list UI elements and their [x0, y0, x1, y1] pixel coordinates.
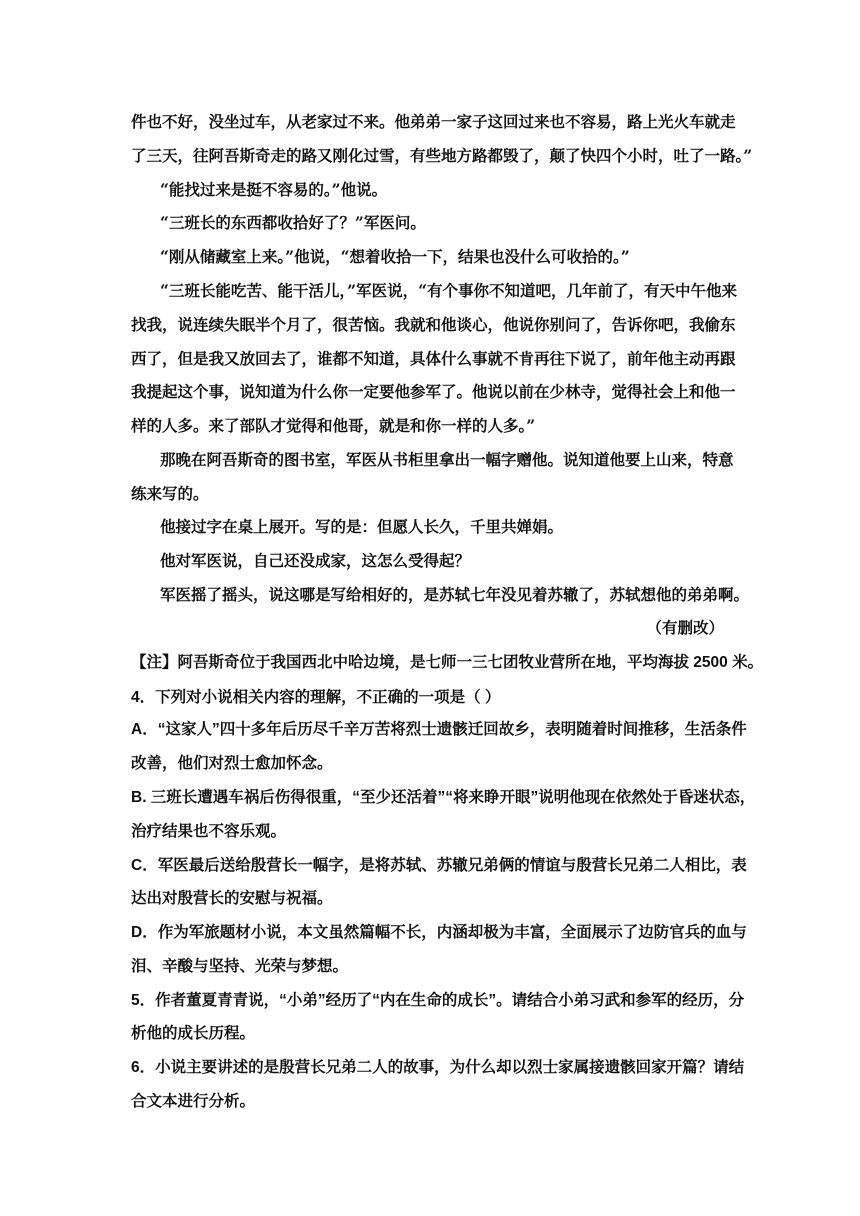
- story-line: “能找过来是挺不容易的。”他说。: [160, 180, 388, 199]
- story-line: “刚从储藏室上来。”他说，“想着收拾一下，结果也没什么可收拾的。”: [160, 247, 630, 266]
- story-line: 练来写的。: [131, 484, 209, 503]
- question-4-option-c-cont: 达出对殷营长的安慰与祝福。: [131, 890, 333, 907]
- question-6-cont: 合文本进行分析。: [131, 1093, 256, 1110]
- story-line: 那晚在阿吾斯奇的图书室，军医从书柜里拿出一幅字赠他。说知道他要上山来，特意: [160, 450, 734, 469]
- source-note: （有删改）: [646, 618, 724, 637]
- question-6: 6．小说主要讲述的是殷营长兄弟二人的故事，为什么却以烈士家属接遗骸回家开篇？请结: [131, 1059, 745, 1076]
- story-line: “三班长能吃苦、能干活儿，”军医说，“有个事你不知道吧，几年前了，有天中午他来: [160, 281, 737, 300]
- question-5-cont: 析他的成长历程。: [131, 1025, 256, 1042]
- story-line: 我提起这个事，说知道为什么你一定要他参军了。他说以前在少林寺，觉得社会上和他一: [131, 382, 736, 401]
- question-4-option-a-cont: 改善，他们对烈士愈加怀念。: [131, 755, 333, 772]
- story-line: 样的人多。来了部队才觉得和他哥，就是和你一样的人多。”: [131, 416, 536, 435]
- question-4-option-d-cont: 泪、辛酸与坚持、光荣与梦想。: [131, 958, 349, 975]
- question-4-option-a: A．“这家人”四十多年后历尽千辛万苦将烈士遗骸迁回故乡，表明随着时间推移，生活条件: [131, 721, 747, 738]
- question-4-option-b-cont: 治疗结果也不容乐观。: [131, 823, 287, 840]
- question-4-stem: 4．下列对小说相关内容的理解，不正确的一项是（ ）: [131, 689, 501, 706]
- footnote: 【注】阿吾斯奇位于我国西北中哈边境，是七师一三七团牧业营所在地，平均海拔 2500 米。: [131, 654, 764, 671]
- question-4-option-b: B. 三班长遭遇车祸后伤得很重，“至少还活着”“将来睁开眼”说明他现在依然处于昏迷状态，: [131, 789, 756, 806]
- story-line: 了三天，往阿吾斯奇走的路又刚化过雪，有些地方路都毁了，颠了快四个小时，吐了一路。”: [131, 146, 753, 165]
- story-line: 军医摇了摇头，说这哪是写给相好的，是苏轼七年没见着苏辙了，苏轼想他的弟弟啊。: [160, 585, 750, 604]
- story-line: 他接过字在桌上展开。写的是：但愿人长久，千里共婵娟。: [160, 517, 564, 536]
- question-4-option-c: C．军医最后送给殷营长一幅字，是将苏轼、苏辙兄弟俩的情谊与殷营长兄弟二人相比，表: [131, 857, 747, 874]
- question-5: 5．作者董夏青青说，“小弟”经历了“内在生命的成长”。请结合小弟习武和参军的经历，分: [131, 992, 745, 1009]
- story-line: “三班长的东西都收拾好了？”军医问。: [160, 213, 426, 232]
- story-line: 他对军医说，自己还没成家，这怎么受得起？: [160, 551, 471, 570]
- story-line: 件也不好，没坐过车，从老家过不来。他弟弟一家子这回过来也不容易，路上光火车就走: [131, 112, 736, 131]
- story-line: 找我，说连续失眠半个月了，很苦恼。我就和他谈心，他说你别问了，告诉你吧，我偷东: [131, 315, 736, 334]
- story-line: 西了，但是我又放回去了，谁都不知道，具体什么事就不肯再往下说了，前年他主动再跟: [131, 349, 736, 368]
- question-4-option-d: D．作为军旅题材小说，本文虽然篇幅不长，内涵却极为丰富，全面展示了边防官兵的血与: [131, 924, 747, 941]
